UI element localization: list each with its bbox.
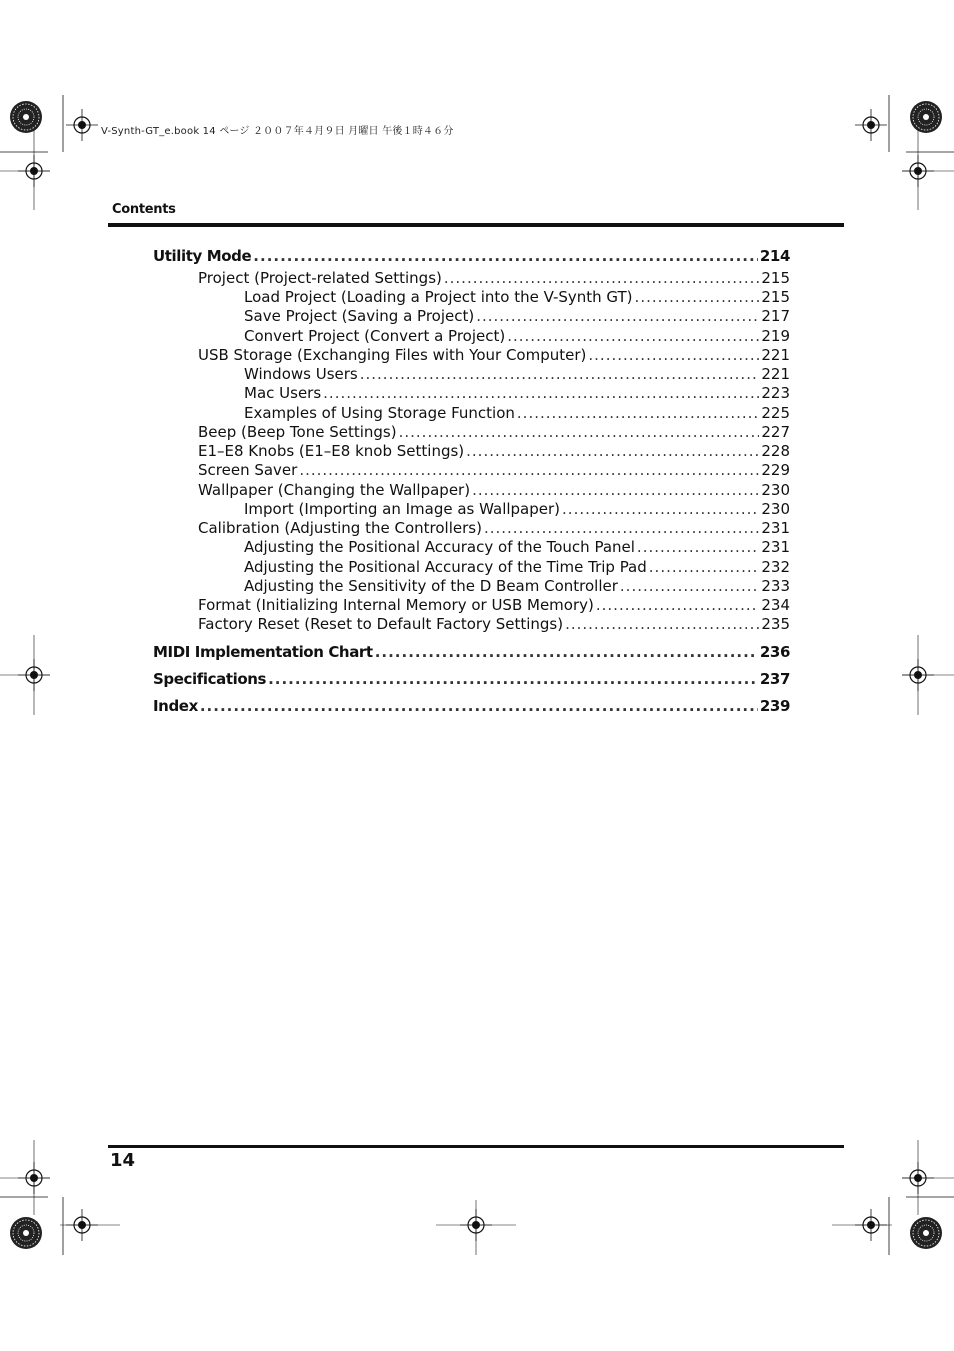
toc-entry-title: USB Storage (Exchanging Files with Your Computer) xyxy=(198,346,587,364)
toc-entry-title: Specifications xyxy=(153,670,267,688)
toc-entry-title: Windows Users xyxy=(244,365,358,383)
toc-entry[interactable] xyxy=(153,643,790,663)
toc-leader-dots xyxy=(588,346,759,364)
toc-entry-page: 217 xyxy=(761,307,790,325)
toc-entry-title: Calibration (Adjusting the Controllers) xyxy=(198,519,482,537)
toc-entry[interactable] xyxy=(244,500,790,520)
toc-leader-dots xyxy=(466,442,759,460)
toc-entry[interactable] xyxy=(198,442,790,462)
toc-entry[interactable] xyxy=(244,365,790,385)
toc-entry-title: Index xyxy=(153,697,198,715)
toc-entry-title: Save Project (Saving a Project) xyxy=(244,307,475,325)
toc-entry-title: Beep (Beep Tone Settings) xyxy=(198,423,397,441)
toc-leader-dots xyxy=(360,365,760,383)
toc-entry[interactable] xyxy=(198,519,790,539)
toc-entry[interactable] xyxy=(244,327,790,347)
toc-entry-title: Factory Reset (Reset to Default Factory Settings) xyxy=(198,615,564,633)
toc-entry-page: 229 xyxy=(761,461,790,479)
toc-entry-title: Wallpaper (Changing the Wallpaper) xyxy=(198,481,471,499)
toc-entry-page: 227 xyxy=(761,423,790,441)
print-header: V-Synth-GT_e.book 14 ページ ２００７年４月９日 月曜日 午後１時４６分 xyxy=(101,126,454,137)
toc-leader-dots xyxy=(472,481,759,499)
registration-wheel-icon xyxy=(910,1217,942,1249)
toc-entry[interactable] xyxy=(198,461,790,481)
toc-leader-dots xyxy=(444,269,759,287)
toc-leader-dots xyxy=(399,423,760,441)
toc-entry[interactable] xyxy=(198,596,790,616)
toc-entry-page: 231 xyxy=(761,519,790,537)
toc-entry[interactable] xyxy=(244,288,790,308)
toc-leader-dots xyxy=(253,247,758,265)
footer-rule xyxy=(108,1145,844,1148)
toc-leader-dots xyxy=(517,404,759,422)
toc-entry[interactable] xyxy=(153,247,790,267)
toc-entry-page: 228 xyxy=(761,442,790,460)
toc-leader-dots xyxy=(484,519,759,537)
toc-entry[interactable] xyxy=(153,697,790,717)
toc-leader-dots xyxy=(375,643,758,661)
toc-entry-title: Adjusting the Positional Accuracy of the Time Trip Pad xyxy=(244,558,647,576)
toc-entry[interactable] xyxy=(198,346,790,366)
toc-entry-page: 214 xyxy=(759,247,790,265)
toc-entry[interactable] xyxy=(244,558,790,578)
toc-entry-title: Mac Users xyxy=(244,384,322,402)
toc-entry-title: Adjusting the Positional Accuracy of the Touch Panel xyxy=(244,538,635,556)
toc-entry[interactable] xyxy=(244,384,790,404)
toc-entry-title: Screen Saver xyxy=(198,461,298,479)
toc-entry[interactable] xyxy=(198,615,790,635)
toc-entry[interactable] xyxy=(198,423,790,443)
toc-leader-dots xyxy=(476,307,759,325)
section-label: Contents xyxy=(112,202,176,217)
toc-entry-title: Examples of Using Storage Function xyxy=(244,404,515,422)
toc-entry-page: 230 xyxy=(761,481,790,499)
toc-entry-title: Convert Project (Convert a Project) xyxy=(244,327,506,345)
toc-entry-title: Format (Initializing Internal Memory or USB Memory) xyxy=(198,596,594,614)
toc-leader-dots xyxy=(507,327,759,345)
toc-entry[interactable] xyxy=(244,577,790,597)
toc-entry[interactable] xyxy=(244,307,790,327)
toc-entry-page: 234 xyxy=(761,596,790,614)
toc-entry-page: 215 xyxy=(761,269,790,287)
toc-entry[interactable] xyxy=(153,670,790,690)
registration-wheel-icon xyxy=(910,101,942,133)
toc-leader-dots xyxy=(268,670,758,688)
toc-leader-dots xyxy=(620,577,759,595)
toc-entry[interactable] xyxy=(244,404,790,424)
toc-leader-dots xyxy=(200,697,758,715)
toc-leader-dots xyxy=(637,538,759,556)
toc-entry-page: 221 xyxy=(761,365,790,383)
toc-leader-dots xyxy=(565,615,759,633)
toc-entry-page: 215 xyxy=(761,288,790,306)
registration-wheel-icon xyxy=(10,101,42,133)
toc-entry-page: 233 xyxy=(761,577,790,595)
toc-entry[interactable] xyxy=(198,269,790,289)
toc-entry-page: 232 xyxy=(761,558,790,576)
toc-entry-title: Project (Project-related Settings) xyxy=(198,269,442,287)
registration-wheel-icon xyxy=(10,1217,42,1249)
toc-leader-dots xyxy=(299,461,759,479)
toc-entry-page: 225 xyxy=(761,404,790,422)
toc-entry-title: Import (Importing an Image as Wallpaper) xyxy=(244,500,561,518)
registration-mark-icon xyxy=(66,109,98,141)
toc-entry-title: Load Project (Loading a Project into the V-Synth GT) xyxy=(244,288,633,306)
toc-entry[interactable] xyxy=(244,538,790,558)
toc-leader-dots xyxy=(649,558,760,576)
toc-entry-page: 237 xyxy=(759,670,790,688)
toc-leader-dots xyxy=(562,500,759,518)
toc-entry-page: 239 xyxy=(759,697,790,715)
toc-leader-dots xyxy=(635,288,760,306)
toc-entry-page: 219 xyxy=(761,327,790,345)
toc-entry-title: E1–E8 Knobs (E1–E8 knob Settings) xyxy=(198,442,465,460)
registration-mark-icon xyxy=(855,109,887,141)
toc-leader-dots xyxy=(323,384,759,402)
toc-leader-dots xyxy=(596,596,759,614)
toc-entry-page: 230 xyxy=(761,500,790,518)
toc-entry-page: 235 xyxy=(761,615,790,633)
header-rule xyxy=(108,223,844,227)
toc-entry-page: 231 xyxy=(761,538,790,556)
toc-entry-title: Utility Mode xyxy=(153,247,252,265)
page-number: 14 xyxy=(110,1150,136,1171)
toc-entry-title: MIDI Implementation Chart xyxy=(153,643,373,661)
toc-entry-page: 221 xyxy=(761,346,790,364)
toc-entry-page: 236 xyxy=(759,643,790,661)
toc-entry-page: 223 xyxy=(761,384,790,402)
toc-entry[interactable] xyxy=(198,481,790,501)
toc-entry-title: Adjusting the Sensitivity of the D Beam Controller xyxy=(244,577,618,595)
